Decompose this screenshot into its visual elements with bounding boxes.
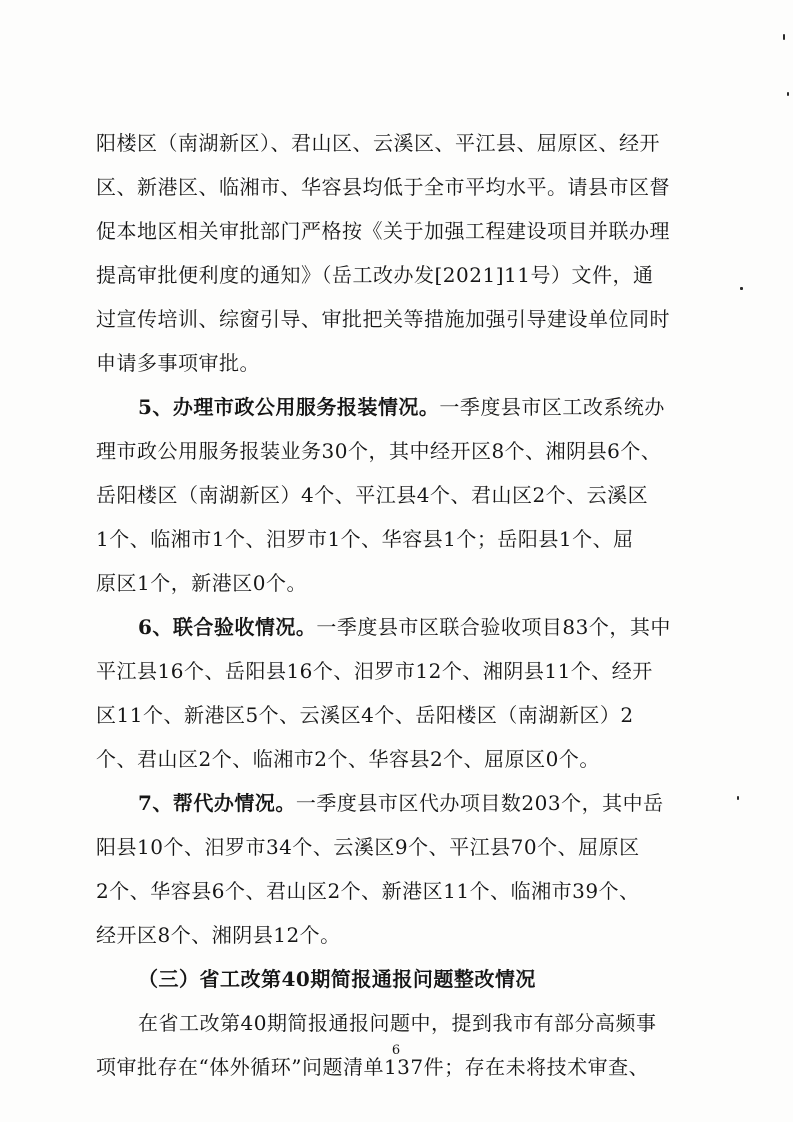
scan-speck [740,287,743,290]
body-line: 项审批存在“体外循环”问题清单137件；存在未将技术审查、 [96,1055,650,1079]
body-line: 促本地区相关审批部门严格按《关于加强工程建设项目并联办理 [96,219,670,243]
item-6-text: 一季度县市区联合验收项目83个，其中 [316,615,671,639]
item-7-text: 一季度县市区代办项目数203个，其中岳 [295,791,664,815]
body-line: 过宣传培训、综窗引导、审批把关等措施加强引导建设单位同时 [96,307,670,331]
body-line: 1个、临湘市1个、汨罗市1个、华容县1个；岳阳县1个、屈 [96,527,634,551]
body-line: 理市政公用服务报装业务30个，其中经开区8个、湘阴县6个、 [96,439,662,463]
scan-speck [737,796,739,800]
item-7-first-line [138,790,664,816]
body-line: 2个、华容县6个、君山区2个、新港区11个、临湘市39个、 [96,879,640,903]
body-line: 申请多事项审批。 [96,351,260,375]
item-5-first-line [138,394,665,420]
scan-speck [783,34,785,40]
body-line: 区11个、新港区5个、云溪区4个、岳阳楼区（南湖新区）2 [96,703,634,727]
body-line: 经开区8个、湘阴县12个。 [96,923,341,947]
item-6-heading: 6、联合验收情况。 [138,615,317,639]
body-line: 阳县10个、汨罗市34个、云溪区9个、平江县70个、屈原区 [96,835,640,859]
item-5-heading: 5、办理市政公用服务报装情况。 [138,395,440,419]
body-line: 提高审批便利度的通知》（岳工改办发[2021]11号）文件，通 [96,263,654,287]
item-7-heading: 7、帮代办情况。 [138,791,296,815]
body-line: 在省工改第40期简报通报问题中，提到我市有部分高频事 [138,1011,657,1035]
page-number: 6 [391,1043,401,1058]
body-line: 岳阳楼区（南湖新区）4个、平江县4个、君山区2个、云溪区 [96,483,649,507]
body-line: 个、君山区2个、临湘市2个、华容县2个、屈原区0个。 [96,747,600,771]
item-5-text: 一季度县市区工改系统办 [439,395,665,419]
body-line: 区、新港区、临湘市、华容县均低于全市平均水平。请县市区督 [96,175,670,199]
scan-speck [787,92,789,96]
body-line: 阳楼区（南湖新区）、君山区、云溪区、平江县、屈原区、经开 [96,131,660,155]
body-line: 平江县16个、岳阳县16个、汨罗市12个、湘阴县11个、经开 [96,659,653,683]
item-6-first-line [138,614,671,640]
body-line: 原区1个，新港区0个。 [96,571,307,595]
section-3-heading: （三）省工改第40期简报通报问题整改情况 [138,967,536,991]
